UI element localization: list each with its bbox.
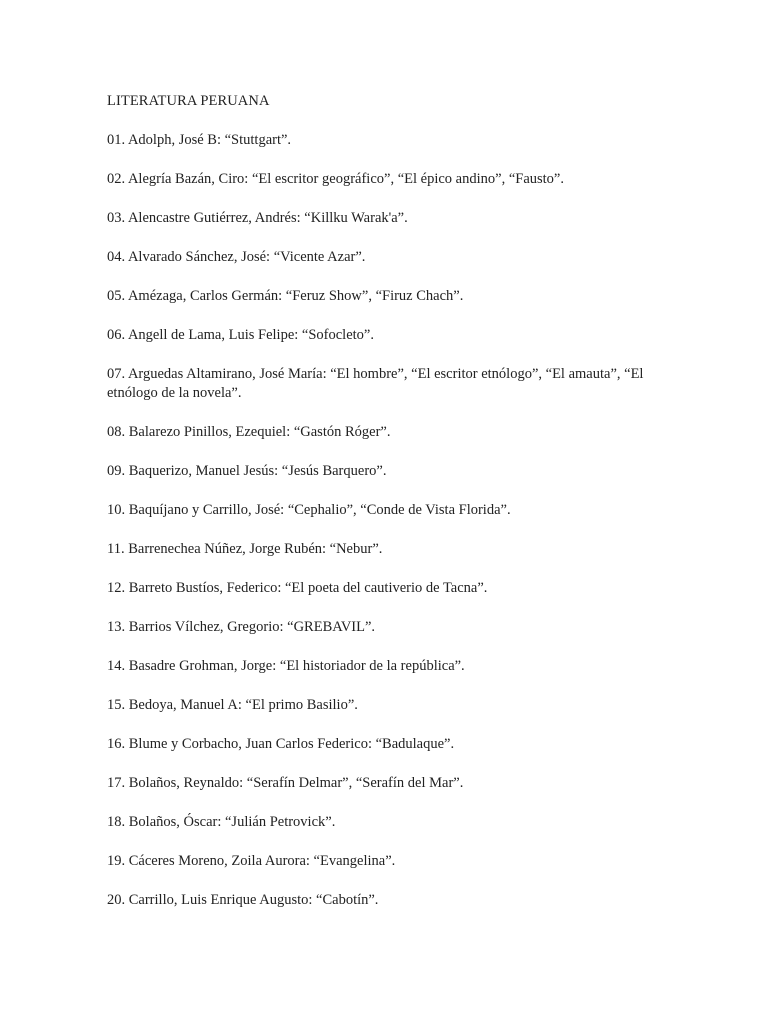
entry-01: 01. Adolph, José B: “Stuttgart”. [107, 132, 292, 148]
entry-09: 09. Baquerizo, Manuel Jesús: “Jesús Barquero”. [107, 463, 387, 479]
entry-07: 07. Arguedas Altamirano, José María: “El hombre”, “El escritor etnólogo”, “El amauta”, “El etnólogo de la novela”. [107, 366, 644, 401]
entry-11: 11. Barrenechea Núñez, Jorge Rubén: “Nebur”. [107, 541, 383, 557]
entry-17: 17. Bolaños, Reynaldo: “Serafín Delmar”, “Serafín del Mar”. [107, 775, 464, 791]
entry-06: 06. Angell de Lama, Luis Felipe: “Sofocleto”. [107, 327, 374, 343]
entry-16: 16. Blume y Corbacho, Juan Carlos Federico: “Badulaque”. [107, 736, 455, 752]
entry-10: 10. Baquíjano y Carrillo, José: “Cephalio”, “Conde de Vista Florida”. [107, 502, 511, 518]
entry-05: 05. Amézaga, Carlos Germán: “Feruz Show”, “Firuz Chach”. [107, 288, 464, 304]
entry-18: 18. Bolaños, Óscar: “Julián Petrovick”. [107, 814, 336, 830]
entry-12: 12. Barreto Bustíos, Federico: “El poeta del cautiverio de Tacna”. [107, 580, 488, 596]
entry-19: 19. Cáceres Moreno, Zoila Aurora: “Evangelina”. [107, 853, 396, 869]
entry-14: 14. Basadre Grohman, Jorge: “El historiador de la república”. [107, 658, 465, 674]
document-title: LITERATURA PERUANA [107, 93, 270, 109]
document-body [107, 92, 667, 930]
entry-15: 15. Bedoya, Manuel A: “El primo Basilio”. [107, 697, 358, 713]
entry-02: 02. Alegría Bazán, Ciro: “El escritor geográfico”, “El épico andino”, “Fausto”. [107, 171, 564, 187]
entry-08: 08. Balarezo Pinillos, Ezequiel: “Gastón Róger”. [107, 424, 391, 440]
entry-20: 20. Carrillo, Luis Enrique Augusto: “Cabotín”. [107, 892, 379, 908]
entry-13: 13. Barrios Vílchez, Gregorio: “GREBAVIL”. [107, 619, 376, 635]
entry-04: 04. Alvarado Sánchez, José: “Vicente Azar”. [107, 249, 366, 265]
entry-03: 03. Alencastre Gutiérrez, Andrés: “Killku Warak'a”. [107, 210, 408, 226]
